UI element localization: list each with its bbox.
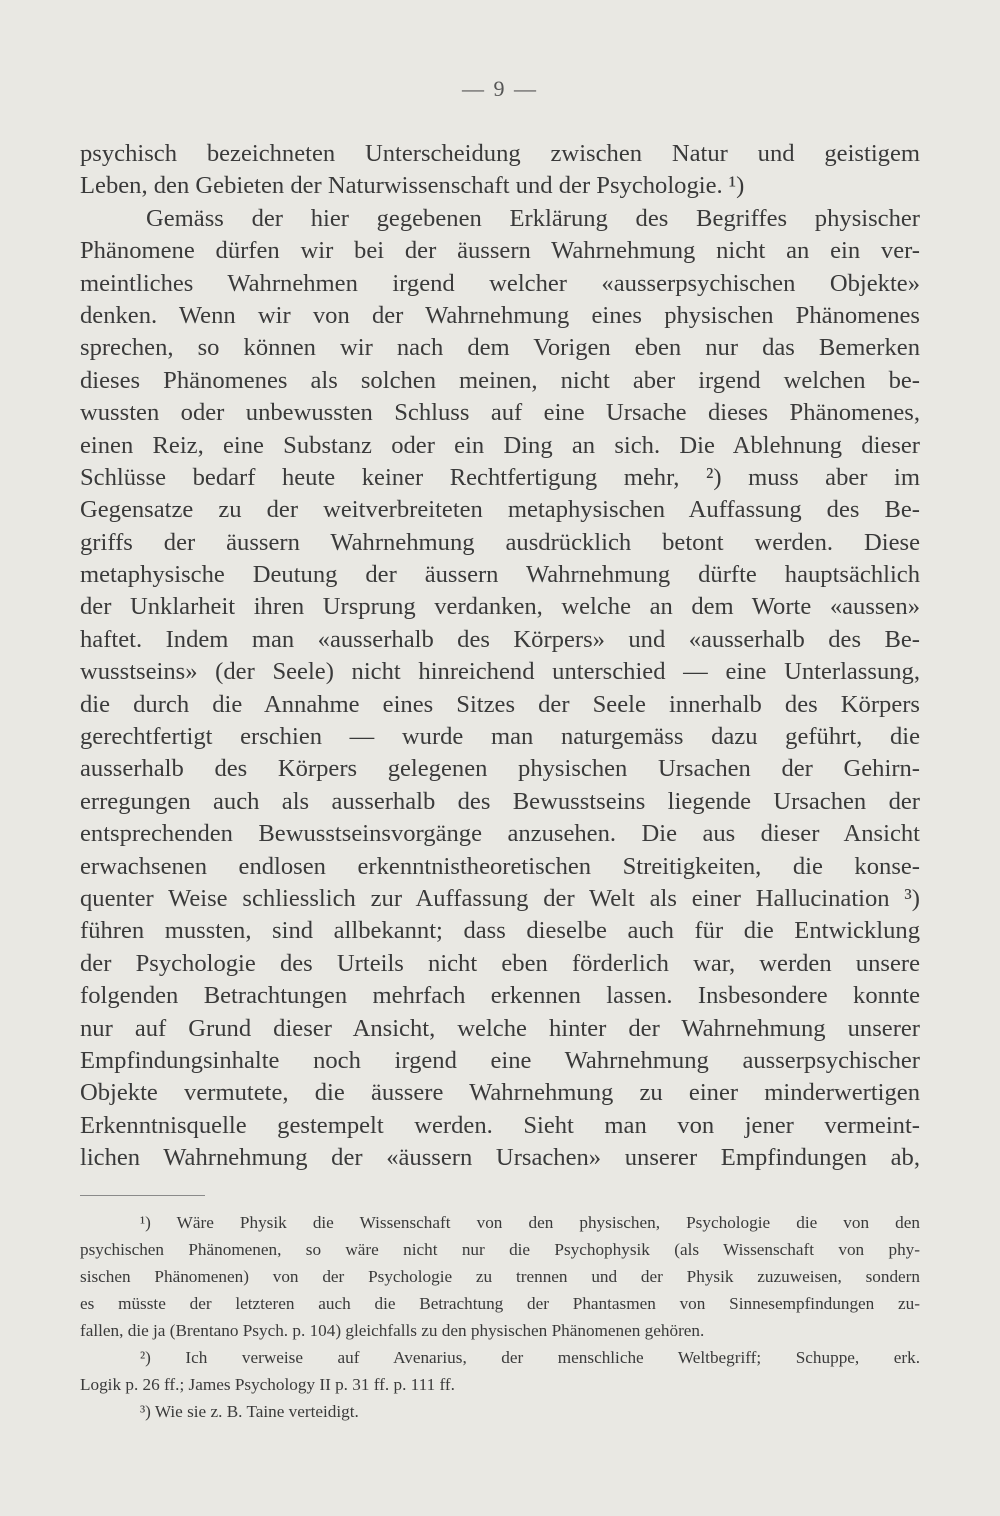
text-line: Erkenntnisquelle gestempelt werden. Sieht man von jener vermeint-	[80, 1111, 920, 1139]
text-line: Objekte vermutete, die äussere Wahrnehmung zu einer minderwertigen	[80, 1079, 920, 1107]
text-line: gerechtfertigt erschien — wurde man naturgemäss dazu geführt, die	[80, 723, 920, 751]
footnote-line: Logik p. 26 ff.; James Psychology II p. 31 ff. p. 111 ff.	[80, 1375, 455, 1394]
footnote-line: psychischen Phänomenen, so wäre nicht nur die Psychophysik (als Wissenschaft von phy-	[80, 1240, 920, 1259]
text-line: der Unklarheit ihren Ursprung verdanken, welche an dem Worte «aussen»	[80, 593, 920, 621]
text-line: entsprechenden Bewusstseinsvorgänge anzusehen. Die aus dieser Ansicht	[80, 820, 920, 848]
text-line: erregungen auch als ausserhalb des Bewusstseins liegende Ursachen der	[80, 787, 920, 815]
text-line: griffs der äussern Wahrnehmung ausdrücklich betont werden. Diese	[80, 528, 920, 556]
text-line: nur auf Grund dieser Ansicht, welche hinter der Wahrnehmung unserer	[80, 1014, 920, 1042]
body-text	[80, 138, 920, 1175]
text-line: wusstseins» (der Seele) nicht hinreichend unterschied — eine Unterlassung,	[80, 658, 920, 686]
footnote-line: ¹) Wäre Physik die Wissenschaft von den physischen, Psychologie die von den	[140, 1213, 920, 1232]
text-line: psychisch bezeichneten Unterscheidung zwischen Natur und geistigem	[80, 140, 920, 167]
text-line: erwachsenen endlosen erkenntnistheoretischen Streitigkeiten, die konse-	[80, 852, 920, 880]
footnote-line: fallen, die ja (Brentano Psych. p. 104) gleichfalls zu den physischen Phänomenen gehören.	[80, 1321, 705, 1340]
footnote-line: ²) Ich verweise auf Avenarius, der menschliche Weltbegriff; Schuppe, erk.	[140, 1348, 920, 1367]
text-line: Gemäss der hier gegebenen Erklärung des Begriffes physischer	[146, 204, 920, 232]
text-line: Gegensatze zu der weitverbreiteten metaphysischen Auffassung des Be-	[80, 496, 920, 524]
text-line: Schlüsse bedarf heute keiner Rechtfertigung mehr, ²) muss aber im	[80, 463, 920, 491]
text-line: einen Reiz, eine Substanz oder ein Ding an sich. Die Ablehnung dieser	[80, 431, 920, 459]
footnote-line: sischen Phänomenen) von der Psychologie zu trennen und der Physik zuzuweisen, sondern	[80, 1267, 920, 1286]
footnote-line: es müsste der letzteren auch die Betrachtung der Phantasmen von Sinnesempfindungen zu-	[80, 1294, 920, 1313]
text-line: die durch die Annahme eines Sitzes der Seele innerhalb des Körpers	[80, 690, 920, 718]
footnote-line: ³) Wie sie z. B. Taine verteidigt.	[140, 1402, 359, 1421]
page-number: — 9 —	[462, 76, 538, 101]
text-line: ausserhalb des Körpers gelegenen physischen Ursachen der Gehirn-	[80, 755, 920, 783]
text-line: denken. Wenn wir von der Wahrnehmung eines physischen Phänomenes	[80, 301, 920, 329]
text-line: führen mussten, sind allbekannt; dass dieselbe auch für die Entwicklung	[80, 917, 920, 945]
text-line: haftet. Indem man «ausserhalb des Körpers» und «ausserhalb des Be-	[80, 625, 920, 653]
footnotes	[80, 1209, 920, 1425]
text-line: metaphysische Deutung der äussern Wahrnehmung dürfte hauptsächlich	[80, 561, 920, 589]
text-line: meintliches Wahrnehmen irgend welcher «ausserpsychischen Objekte»	[80, 269, 920, 297]
text-line: Leben, den Gebieten der Naturwissenschaft und der Psychologie. ¹)	[80, 172, 745, 200]
text-line: der Psychologie des Urteils nicht eben förderlich war, werden unsere	[80, 949, 920, 977]
text-line: folgenden Betrachtungen mehrfach erkennen lassen. Insbesondere konnte	[80, 982, 920, 1010]
footnote-divider	[80, 1195, 205, 1196]
text-line: Phänomene dürfen wir bei der äussern Wahrnehmung nicht an ein ver-	[80, 237, 920, 265]
text-line: quenter Weise schliesslich zur Auffassung der Welt als einer Hallucination ³)	[80, 884, 920, 912]
text-line: lichen Wahrnehmung der «äussern Ursachen» unserer Empfindungen ab,	[80, 1144, 920, 1172]
text-line: sprechen, so können wir nach dem Vorigen eben nur das Bemerken	[80, 334, 920, 362]
text-line: dieses Phänomenes als solchen meinen, nicht aber irgend welchen be-	[80, 366, 920, 394]
text-line: wussten oder unbewussten Schluss auf eine Ursache dieses Phänomenes,	[80, 399, 920, 427]
text-line: Empfindungsinhalte noch irgend eine Wahrnehmung ausserpsychischer	[80, 1046, 920, 1074]
